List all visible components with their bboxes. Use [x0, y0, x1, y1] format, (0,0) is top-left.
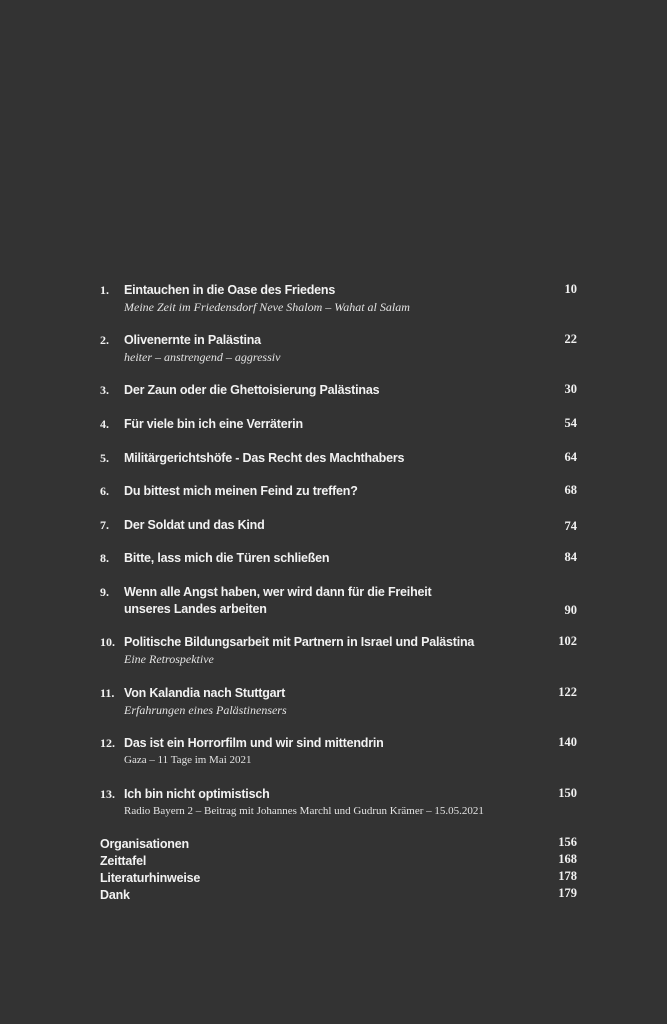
entry-page-number: 30	[564, 382, 577, 396]
entry-number: 13.	[100, 787, 115, 801]
entry-title: Olivenernte in Palästina	[124, 333, 261, 347]
entry-title: Der Soldat und das Kind	[124, 518, 265, 532]
entry-page-number: 102	[558, 634, 577, 648]
entry-number: 2.	[100, 333, 109, 347]
entry-subtitle: heiter – anstrengend – aggressiv	[124, 350, 281, 364]
entry-number: 3.	[100, 383, 109, 397]
entry-title: Ich bin nicht optimistisch	[124, 787, 270, 801]
toc-entry	[100, 517, 577, 534]
entry-title-continued: unseres Landes arbeiten	[124, 602, 267, 616]
entry-title: Eintauchen in die Oase des Friedens	[124, 283, 336, 297]
entry-number: 9.	[100, 585, 109, 599]
appendix-label: Zeittafel	[100, 854, 147, 868]
appendix-row	[100, 869, 577, 886]
toc-entry	[100, 416, 577, 433]
entry-page-number: 68	[564, 483, 577, 497]
toc-entry	[100, 282, 577, 315]
entry-page-number: 54	[564, 416, 577, 430]
entry-page-number: 10	[564, 282, 577, 296]
entry-title: Politische Bildungsarbeit mit Partnern in Israel und Palästina	[124, 635, 475, 649]
appendix-label: Dank	[100, 888, 130, 902]
entry-page-number: 84	[564, 550, 577, 564]
toc-entry	[100, 634, 577, 667]
entry-subtitle: Erfahrungen eines Palästinensers	[124, 703, 287, 717]
toc-entry	[100, 685, 577, 718]
appendix-row	[100, 835, 577, 852]
toc-entry	[100, 483, 577, 500]
entry-number: 1.	[100, 283, 109, 297]
entry-title: Das ist ein Horrorfilm und wir sind mittendrin	[124, 736, 384, 750]
toc-entry	[100, 332, 577, 365]
toc-entry	[100, 584, 577, 618]
entry-number: 12.	[100, 736, 115, 750]
entry-number: 8.	[100, 551, 109, 565]
entry-page-number: 90	[564, 603, 577, 617]
entry-title: Militärgerichtshöfe - Das Recht des Machthabers	[124, 451, 405, 465]
entry-title: Bitte, lass mich die Türen schließen	[124, 551, 330, 565]
toc-entry	[100, 382, 577, 399]
entry-number: 10.	[100, 635, 115, 649]
entry-number: 4.	[100, 417, 109, 431]
entry-subtitle: Radio Bayern 2 – Beitrag mit Johannes Marchl und Gudrun Krämer – 15.05.2021	[124, 805, 484, 817]
appendix-label: Organisationen	[100, 837, 189, 851]
entry-page-number: 122	[558, 685, 577, 699]
entry-subtitle: Meine Zeit im Friedensdorf Neve Shalom – Wahat al Salam	[124, 300, 410, 314]
entry-title: Von Kalandia nach Stuttgart	[124, 686, 286, 700]
entry-page-number: 22	[564, 332, 577, 346]
appendix-row	[100, 886, 577, 903]
entry-subtitle: Eine Retrospektive	[124, 652, 214, 666]
appendix-page-number: 168	[558, 852, 577, 866]
entry-title: Der Zaun oder die Ghettoisierung Palästinas	[124, 383, 380, 397]
appendix-page-number: 179	[558, 886, 577, 900]
entry-number: 5.	[100, 451, 109, 465]
entry-number: 7.	[100, 518, 109, 532]
appendix-page-number: 178	[558, 869, 577, 883]
entry-subtitle: Gaza – 11 Tage im Mai 2021	[124, 754, 252, 766]
entry-number: 6.	[100, 484, 109, 498]
entry-title: Du bittest mich meinen Feind zu treffen?	[124, 484, 358, 498]
entry-title: Wenn alle Angst haben, wer wird dann für die Freiheit	[124, 585, 432, 599]
entry-page-number: 64	[564, 450, 577, 464]
toc-entry	[100, 550, 577, 567]
entry-page-number: 74	[564, 519, 577, 533]
appendix-list	[100, 835, 577, 903]
appendix-row	[100, 852, 577, 869]
toc-entry	[100, 735, 577, 768]
entry-page-number: 150	[558, 786, 577, 800]
appendix-page-number: 156	[558, 835, 577, 849]
appendix-label: Literaturhinweise	[100, 871, 201, 885]
entry-number: 11.	[100, 686, 115, 700]
toc-entry	[100, 450, 577, 467]
entry-page-number: 140	[558, 735, 577, 749]
entry-title: Für viele bin ich eine Verräterin	[124, 417, 303, 431]
toc-entry	[100, 786, 577, 819]
